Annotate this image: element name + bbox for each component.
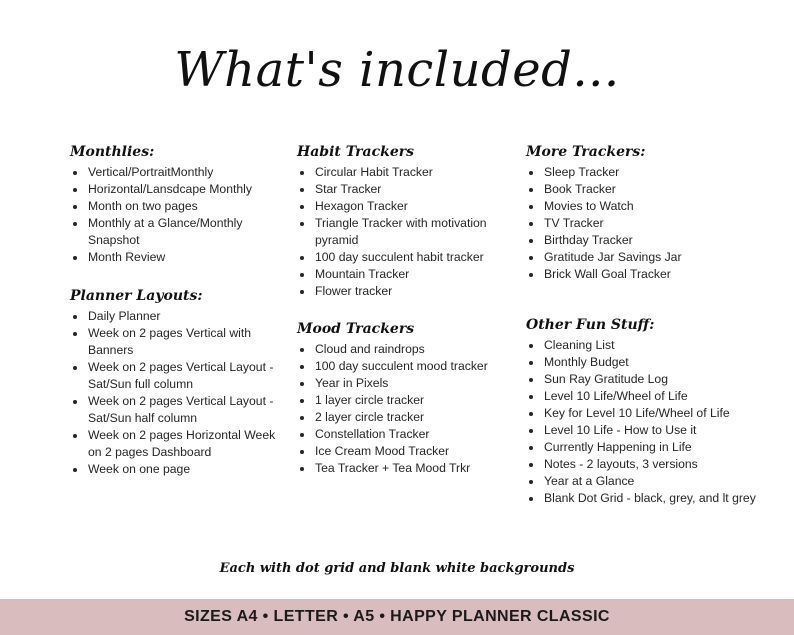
list-item: Currently Happening in Life	[526, 439, 766, 456]
list-item: Level 10 Life/Wheel of Life	[526, 388, 766, 405]
list-item: Movies to Watch	[526, 198, 746, 215]
list-item: Level 10 Life - How to Use it	[526, 422, 766, 439]
sizes-banner-text: SIZES A4 • LETTER • A5 • HAPPY PLANNER CLASSIC	[184, 608, 610, 625]
list-item: Sun Ray Gratitude Log	[526, 371, 766, 388]
other-fun-stuff-section	[526, 316, 766, 507]
list-item: Year at a Glance	[526, 473, 766, 490]
list-item: Monthly Budget	[526, 354, 766, 371]
list-item: Year in Pixels	[297, 375, 507, 392]
list-item: Horizontal/Lansdcape Monthly	[70, 181, 280, 198]
more-trackers-heading: More Trackers:	[526, 144, 646, 160]
mood-trackers-heading: Mood Trackers	[297, 321, 415, 337]
list-item: Hexagon Tracker	[297, 198, 507, 215]
list-item: Mountain Tracker	[297, 266, 507, 283]
list-item: TV Tracker	[526, 215, 746, 232]
planner-layouts-section	[70, 287, 285, 478]
mood-trackers-section	[297, 320, 507, 477]
page-title: What's included...	[174, 42, 620, 98]
habit-trackers-list	[297, 164, 507, 300]
monthlies-list	[70, 164, 280, 266]
list-item: Week on 2 pages Horizontal Week on 2 pages Dashboard	[70, 427, 285, 461]
list-item: Circular Habit Tracker	[297, 164, 507, 181]
list-item: 100 day succulent habit tracker	[297, 249, 507, 266]
list-item: Daily Planner	[70, 308, 285, 325]
other-fun-stuff-heading: Other Fun Stuff:	[526, 317, 655, 333]
list-item: Book Tracker	[526, 181, 746, 198]
list-item: Week on 2 pages Vertical Layout - Sat/Sun half column	[70, 393, 285, 427]
list-item: Notes - 2 layouts, 3 versions	[526, 456, 766, 473]
more-trackers-list	[526, 164, 746, 283]
mood-trackers-list	[297, 341, 507, 477]
habit-trackers-heading: Habit Trackers	[297, 144, 414, 160]
list-item: 100 day succulent mood tracker	[297, 358, 507, 375]
list-item: Month Review	[70, 249, 280, 266]
list-item: 1 layer circle tracker	[297, 392, 507, 409]
list-item: 2 layer circle tracker	[297, 409, 507, 426]
list-item: Monthly at a Glance/Monthly Snapshot	[70, 215, 280, 249]
list-item: Week on 2 pages Vertical with Banners	[70, 325, 285, 359]
list-item: Vertical/PortraitMonthly	[70, 164, 280, 181]
list-item: Sleep Tracker	[526, 164, 746, 181]
more-trackers-section	[526, 143, 746, 283]
list-item: Brick Wall Goal Tracker	[526, 266, 746, 283]
monthlies-section	[70, 143, 280, 266]
list-item: Month on two pages	[70, 198, 280, 215]
list-item: Tea Tracker + Tea Mood Trkr	[297, 460, 507, 477]
list-item: Flower tracker	[297, 283, 507, 300]
backgrounds-note: Each with dot grid and blank white backgrounds	[219, 561, 575, 576]
list-item: Star Tracker	[297, 181, 507, 198]
list-item: Gratitude Jar Savings Jar	[526, 249, 746, 266]
planner-layouts-list	[70, 308, 285, 478]
list-item: Blank Dot Grid - black, grey, and lt grey	[526, 490, 766, 507]
list-item: Triangle Tracker with motivation pyramid	[297, 215, 507, 249]
list-item: Birthday Tracker	[526, 232, 746, 249]
habit-trackers-section	[297, 143, 507, 300]
list-item: Cloud and raindrops	[297, 341, 507, 358]
monthlies-heading: Monthlies:	[70, 144, 155, 160]
list-item: Week on one page	[70, 461, 285, 478]
list-item: Constellation Tracker	[297, 426, 507, 443]
other-fun-stuff-list	[526, 337, 766, 507]
list-item: Cleaning List	[526, 337, 766, 354]
list-item: Ice Cream Mood Tracker	[297, 443, 507, 460]
planner-layouts-heading: Planner Layouts:	[70, 288, 203, 304]
sizes-banner	[0, 599, 794, 635]
list-item: Week on 2 pages Vertical Layout - Sat/Sun full column	[70, 359, 285, 393]
list-item: Key for Level 10 Life/Wheel of Life	[526, 405, 766, 422]
